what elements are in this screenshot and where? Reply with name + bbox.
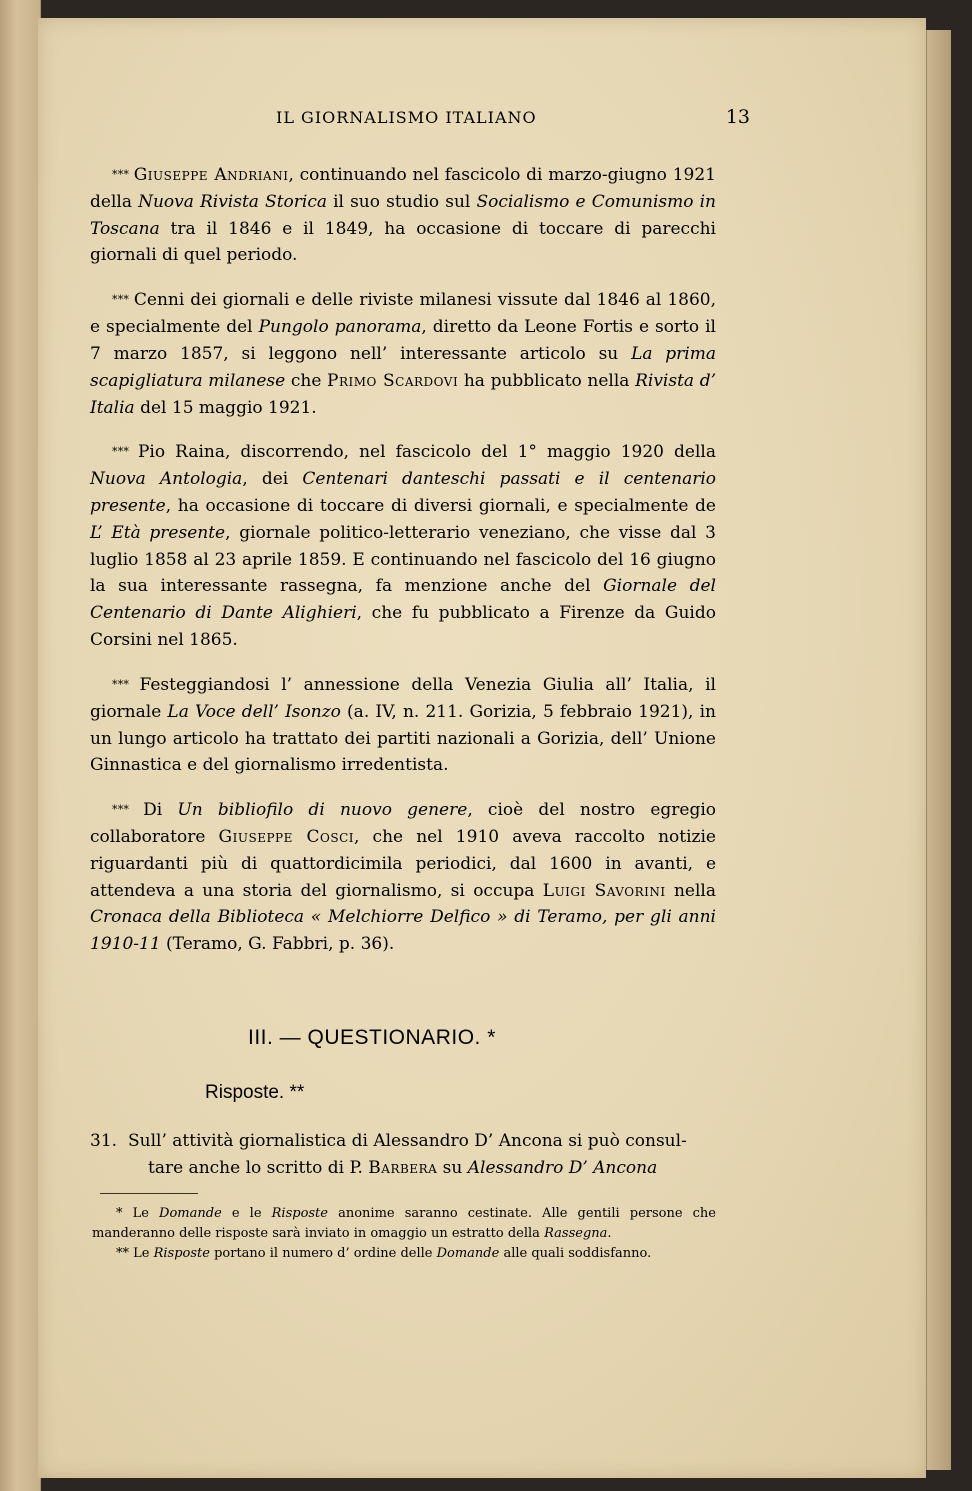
asterism-icon: * * * xyxy=(112,677,128,691)
footnotes xyxy=(92,1204,716,1264)
asterism-icon: * * * xyxy=(112,168,128,182)
footnote-1: * Le Domande e le Risposte anonime saranno cestinate. Alle gentili persone che manderanno delle risposte sarà inviato in omaggio un estratto della Rassegna. xyxy=(92,1206,716,1241)
page-edge xyxy=(926,30,951,1470)
paragraph-isonzo: * * * Festeggiandosi l’ annessione della Venezia Giulia all’ Italia, il giornale La Voce dell’ Isonzo (a. IV, n. 211. Gorizia, 5 febbraio 1921), in un lungo articolo ha trattato dei partiti nazionali a Gorizia, dell’ Unione Ginnastica e del giornalismo irredentista. xyxy=(90,674,716,776)
answer-item xyxy=(90,1128,716,1182)
asterism-icon: * * * xyxy=(112,293,128,307)
paragraph-raina: * * * Pio Raina, discorrendo, nel fascicolo del 1° maggio 1920 della Nuova Antologia, dei Centenari danteschi passati e il centenario presente, ha occasione di toccare di diversi giornali, e specialmente de L’ Età presente, giornale politico-letterario veneziano, che visse dal 3 luglio 1858 al 23 aprile 1859. E continuando nel fascicolo del 16 giugno la sua interessante rassegna, fa menzione anche del Giornale del Centenario di Dante Alighieri, che fu pubblicato a Firenze da Guido Corsini nel 1865. xyxy=(90,442,716,651)
paragraph-andriani: * * * Giuseppe Andriani, continuando nel fascicolo di marzo-giugno 1921 della Nuova Rivista Storica il suo studio sul Socialismo e Comunismo in Toscana tra il 1846 e il 1849, ha occasione di toccare di parecchi giornali di quel periodo. xyxy=(90,165,716,266)
section-title: III. — QUESTIONARIO. * xyxy=(248,1026,496,1049)
running-head-title: IL GIORNALISMO ITALIANO xyxy=(276,108,537,127)
asterism-icon: * * * xyxy=(112,803,128,817)
paragraph-scardovi: * * * Cenni dei giornali e delle riviste milanesi vissute dal 1846 al 1860, e specialmente del Pungolo panorama, diretto da Leone Fortis e sorto il 7 marzo 1857, si leggono nell’ interessante articolo su La prima scapigliatura milanese che Primo Scardovi ha pubblicato nella Rivista d’ Italia del 15 maggio 1921. xyxy=(90,290,717,418)
page-number: 13 xyxy=(725,106,750,128)
footnote-rule xyxy=(100,1193,198,1194)
item-line-1: Sull’ attività giornalistica di Alessandro D’ Ancona si può consul- xyxy=(128,1131,687,1151)
body-text xyxy=(90,162,716,976)
item-number: 31. xyxy=(90,1131,118,1151)
item-line-2: tare anche lo scritto di P. Barbera su Alessandro D’ Ancona xyxy=(148,1158,658,1178)
paragraph-bibliofilo: * * * Di Un bibliofilo di nuovo genere, cioè del nostro egregio collaboratore Giuseppe Cosci, che nel 1910 aveva raccolto notizie riguardanti più di quattordicimila periodici, dal 1600 in avanti, e attendeva a una storia del giornalismo, si occupa Luigi Savorini nella Cronaca della Biblioteca « Melchiorre Delfico » di Teramo, per gli anni 1910-11 (Teramo, G. Fabbri, p. 36). xyxy=(90,800,716,955)
asterism-icon: * * * xyxy=(112,445,128,459)
section-subtitle: Risposte. ** xyxy=(205,1082,305,1103)
running-head xyxy=(60,108,750,140)
book-binding xyxy=(0,0,41,1491)
footnote-2: ** Le Risposte portano il numero d’ ordine delle Domande alle quali soddisfanno. xyxy=(116,1246,652,1261)
